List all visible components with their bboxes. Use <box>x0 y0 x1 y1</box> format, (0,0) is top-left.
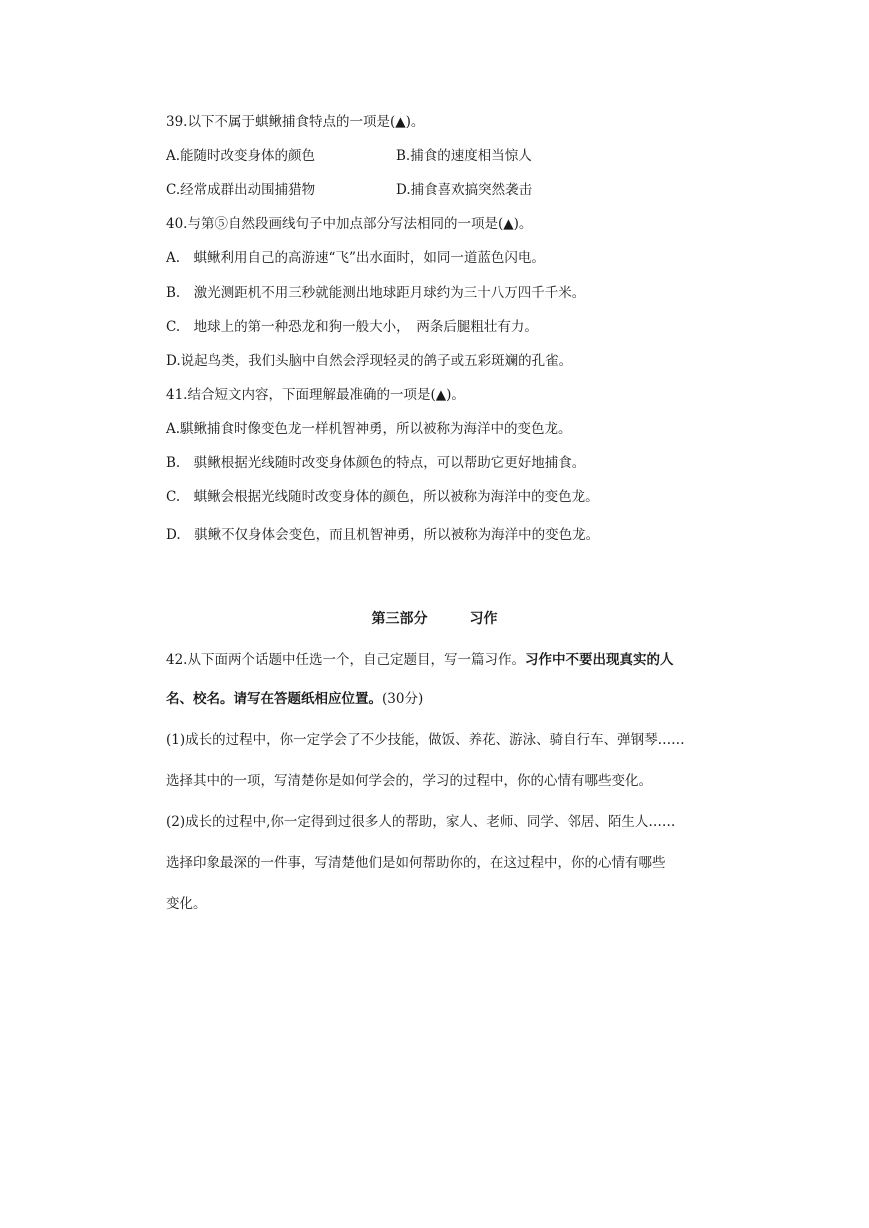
q40-option-d: D.说起鸟类，我们头脑中自然会浮现轻灵的鸽子或五彩斑斓的孔雀。 <box>166 353 573 369</box>
q39-option-c: C.经常成群出动围捕猎物 <box>166 182 316 198</box>
q41-option-d: D. 骐鳅不仅身体会变色，而且机智神勇，所以被称为海洋中的变色龙。 <box>166 527 600 543</box>
q42-topic2-line3: 变化。 <box>166 896 207 912</box>
q42-instruction: 42.从下面两个话题中任选一个，自己定题目，写一篇习作。 <box>166 652 525 668</box>
q42-warning: 习作中不要出现真实的人 <box>524 652 674 668</box>
q39-options-row1 <box>166 147 532 165</box>
q42-score: (30分) <box>382 691 424 707</box>
q40-option-a: A. 蜞鳅利用自己的高游速“飞”出水面时，如同一道蓝色闪电。 <box>166 250 545 266</box>
q39-option-d: D.捕食喜欢搞突然袭击 <box>396 182 533 198</box>
q40-option-b: B. 激光测距机不用三秒就能测出地球距月球约为三十八万四千千米。 <box>166 285 586 301</box>
q42-line1 <box>166 651 673 669</box>
q42-topic2-line1: (2)成长的过程中,你一定得到过很多人的帮助，家人、老师、同学、邻居、陌生人…… <box>166 814 676 830</box>
q42-line2 <box>166 690 423 708</box>
q39-option-b: B.捕食的速度相当惊人 <box>396 148 532 164</box>
q40-option-c: C. 地球上的第一种恐龙和狗一般大小， 两条后腿粗壮有力。 <box>166 319 538 335</box>
q41-option-b: B. 骐鳅根据光线随时改变身体颜色的特点，可以帮助它更好地捕食。 <box>166 455 586 471</box>
q40-stem: 40.与第⑤自然段画线句子中加点部分写法相同的一项是(▲)。 <box>166 216 533 232</box>
q42-topic2-line2: 选择印象最深的一件事，写清楚他们是如何帮助你的，在这过程中，你的心情有哪些 <box>166 855 666 871</box>
q42-topic1-line1: (1)成长的过程中，你一定学会了不少技能，做饭、养花、游泳、骑自行车、弹钢琴…… <box>166 732 685 748</box>
q39-stem: 39.以下不属于蜞鳅捕食特点的一项是(▲)。 <box>166 114 425 130</box>
q41-stem: 41.结合短文内容，下面理解最准确的一项是(▲)。 <box>166 387 465 403</box>
q39-option-a: A.能随时改变身体的颜色 <box>166 148 316 164</box>
q41-option-c: C. 蜞鳅会根据光线随时改变身体的颜色，所以被称为海洋中的变色龙。 <box>166 489 599 505</box>
q39-options-row2 <box>166 181 533 199</box>
q42-topic1-line2: 选择其中的一项，写清楚你是如何学会的，学习的过程中，你的心情有哪些变化。 <box>166 773 652 789</box>
q41-option-a: A.騏鳅捕食时像变色龙一样机智神勇，所以被称为海洋中的变色龙。 <box>166 421 572 437</box>
q42-warning-cont: 名、校名。请写在答题纸相应位置。 <box>166 691 382 707</box>
part3-heading: 第三部分 习作 <box>371 611 498 627</box>
